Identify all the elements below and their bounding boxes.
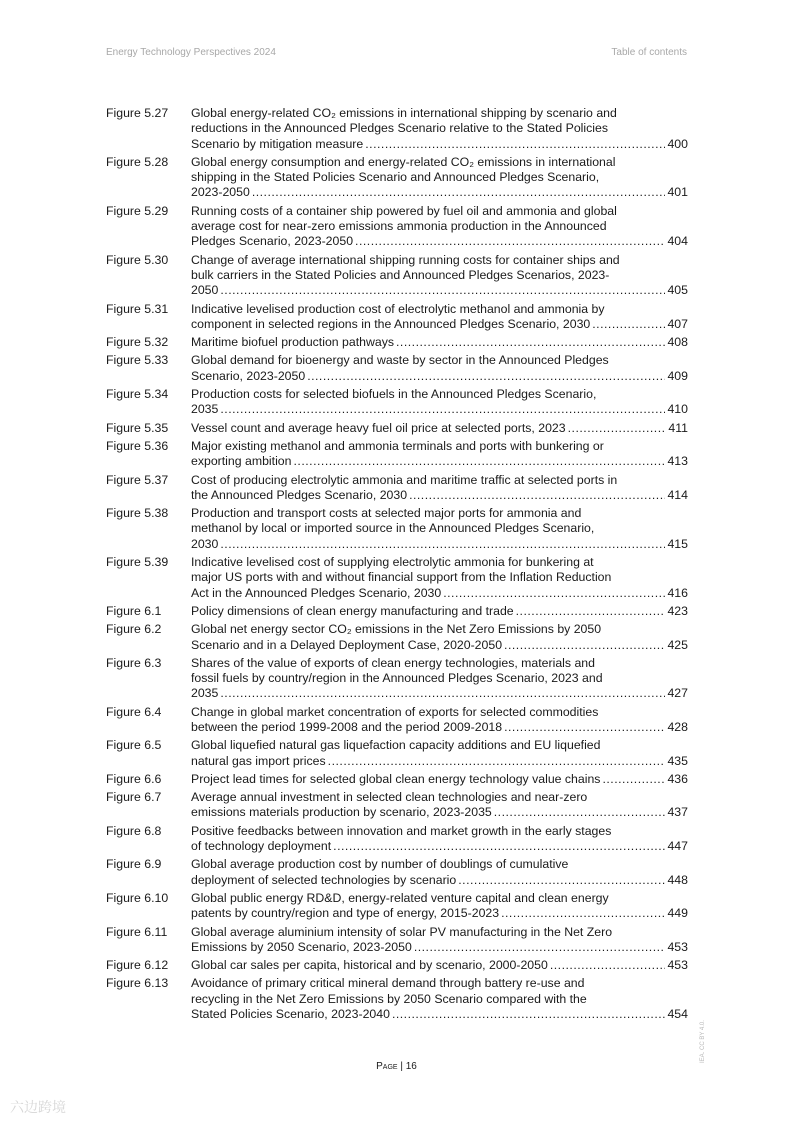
watermark: 六边跨境: [10, 1099, 66, 1115]
caption-line: Project lead times for selected global clean energy technology value chains: [191, 771, 601, 786]
caption-line: 2035: [191, 402, 219, 417]
figure-caption: [191, 155, 688, 201]
page-ref[interactable]: 436: [667, 771, 688, 786]
caption-line: emissions materials production by scenario, 2023-2035: [191, 805, 492, 820]
caption-line: Running costs of a container ship powered by fuel oil and ammonia and global: [191, 203, 617, 218]
caption-last-line: [191, 234, 688, 249]
caption-line: Scenario by mitigation measure: [191, 136, 364, 151]
page-ref[interactable]: 435: [667, 753, 688, 768]
caption-line: Global net energy sector CO₂ emissions in the Net Zero Emissions by 2050: [191, 622, 602, 637]
caption-line: Act in the Announced Pledges Scenario, 2030: [191, 585, 442, 600]
caption-last-line: [191, 488, 688, 503]
caption-last-line: [191, 454, 688, 469]
figure-number: Figure 6.5: [106, 738, 162, 753]
caption-line: Maritime biofuel production pathways: [191, 335, 395, 350]
toc-entry[interactable]: [106, 506, 688, 552]
caption-line: deployment of selected technologies by scenario: [191, 872, 457, 887]
caption-line: natural gas import prices: [191, 753, 326, 768]
page-ref[interactable]: 447: [667, 839, 688, 854]
figure-number: Figure 6.2: [106, 622, 162, 637]
page-footer: [0, 1061, 793, 1072]
toc-entry[interactable]: [106, 891, 688, 922]
caption-line: between the period 1999-2008 and the period 2009-2018: [191, 719, 503, 734]
license-note: IEA. CC BY 4.0.: [700, 1020, 706, 1063]
figure-number: Figure 5.34: [106, 387, 169, 402]
figure-caption: [191, 925, 688, 956]
dot-leader: [220, 537, 665, 552]
table-of-figures: [106, 106, 688, 1025]
figure-caption: [191, 891, 688, 922]
page-ref[interactable]: 423: [667, 603, 688, 618]
page-ref[interactable]: 448: [667, 872, 688, 887]
caption-line: Global public energy RD&D, energy-related venture capital and clean energy: [191, 890, 609, 905]
caption-line: Average annual investment in selected clean technologies and near-zero: [191, 790, 588, 805]
figure-caption: [191, 958, 688, 973]
dot-leader: [504, 638, 665, 653]
toc-entry[interactable]: [106, 958, 688, 973]
dot-leader: [550, 958, 666, 973]
caption-line: Positive feedbacks between innovation and market growth in the early stages: [191, 823, 612, 838]
caption-last-line: [191, 754, 688, 769]
caption-line: Policy dimensions of clean energy manufacturing and trade: [191, 603, 514, 618]
page-ref[interactable]: 410: [667, 402, 688, 417]
caption-line: 2050: [191, 283, 219, 298]
caption-line: of technology deployment: [191, 839, 332, 854]
figure-number: Figure 5.30: [106, 252, 169, 267]
figure-caption: [191, 387, 688, 418]
caption-line: Production costs for selected biofuels in the Announced Pledges Scenario,: [191, 387, 597, 402]
caption-last-line: [191, 283, 688, 298]
toc-entry[interactable]: [106, 772, 688, 787]
caption-last-line: [191, 686, 688, 701]
caption-line: Emissions by 2050 Scenario, 2023-2050: [191, 939, 412, 954]
figure-caption: [191, 439, 688, 470]
toc-entry[interactable]: [106, 604, 688, 619]
dot-leader: [516, 604, 666, 619]
caption-line: Global car sales per capita, historical and by scenario, 2000-2050: [191, 958, 548, 973]
figure-number: Figure 6.1: [106, 603, 162, 618]
caption-line: Major existing methanol and ammonia terminals and ports with bunkering or: [191, 438, 604, 453]
toc-entry[interactable]: [106, 155, 688, 201]
caption-line: bulk carriers in the Stated Policies and Announced Pledges Scenarios, 2023-: [191, 267, 610, 282]
toc-entry[interactable]: [106, 204, 688, 250]
figure-caption: [191, 604, 688, 619]
caption-last-line: [191, 940, 688, 955]
page-ref[interactable]: 427: [667, 686, 688, 701]
toc-entry[interactable]: [106, 925, 688, 956]
page-ref[interactable]: 405: [667, 283, 688, 298]
dot-leader: [504, 720, 665, 735]
caption-line: Global liquefied natural gas liquefaction capacity additions and EU liquefied: [191, 738, 601, 753]
caption-line: patents by country/region and type of energy, 2015-2023: [191, 906, 500, 921]
page-ref[interactable]: 449: [667, 906, 688, 921]
toc-entry[interactable]: [106, 555, 688, 601]
caption-last-line: [191, 805, 688, 820]
page-ref[interactable]: 413: [667, 454, 688, 469]
caption-line: Global average aluminium intensity of solar PV manufacturing in the Net Zero: [191, 924, 613, 939]
figure-caption: [191, 353, 688, 384]
figure-number: Figure 5.37: [106, 472, 169, 487]
page-ref[interactable]: 408: [667, 335, 688, 350]
caption-last-line: [191, 317, 688, 332]
figure-number: Figure 5.29: [106, 203, 169, 218]
caption-line: Global demand for bioenergy and waste by sector in the Announced Pledges: [191, 353, 609, 368]
figure-number: Figure 5.36: [106, 438, 169, 453]
figure-caption: [191, 253, 688, 299]
toc-entry[interactable]: [106, 302, 688, 333]
caption-last-line: [191, 638, 688, 653]
toc-entry[interactable]: [106, 387, 688, 418]
toc-entry[interactable]: [106, 253, 688, 299]
caption-line: 2030: [191, 536, 219, 551]
toc-entry[interactable]: [106, 421, 688, 436]
page-ref[interactable]: 416: [667, 585, 688, 600]
caption-line: 2035: [191, 686, 219, 701]
dot-leader: [592, 317, 665, 332]
caption-line: average cost for near-zero emissions ammonia production in the Announced: [191, 219, 607, 234]
dot-leader: [443, 586, 665, 601]
page-ref[interactable]: 454: [667, 1007, 688, 1022]
figure-number: Figure 6.3: [106, 655, 162, 670]
caption-last-line: [191, 137, 688, 152]
dot-leader: [568, 421, 667, 436]
page-ref[interactable]: 453: [667, 958, 688, 973]
dot-leader: [409, 488, 665, 503]
figure-caption: [191, 106, 688, 152]
caption-last-line: [191, 873, 688, 888]
dot-leader: [396, 335, 665, 350]
caption-line: Stated Policies Scenario, 2023-2040: [191, 1007, 390, 1022]
caption-last-line: [191, 185, 688, 200]
dot-leader: [220, 283, 665, 298]
caption-line: Global average production cost by number of doublings of cumulative: [191, 857, 569, 872]
dot-leader: [252, 185, 666, 200]
figure-number: Figure 6.4: [106, 704, 162, 719]
caption-last-line: [191, 402, 688, 417]
page-ref[interactable]: 404: [667, 234, 688, 249]
caption-line: Global energy consumption and energy-related CO₂ emissions in international: [191, 154, 616, 169]
figure-number: Figure 5.28: [106, 154, 169, 169]
figure-number: Figure 6.12: [106, 958, 169, 973]
caption-line: shipping in the Stated Policies Scenario and Announced Pledges Scenario,: [191, 170, 600, 185]
dot-leader: [355, 234, 665, 249]
page-ref[interactable]: 401: [667, 185, 688, 200]
figure-number: Figure 5.31: [106, 301, 169, 316]
dot-leader: [328, 754, 666, 769]
dot-leader: [501, 906, 665, 921]
page-ref[interactable]: 425: [667, 637, 688, 652]
caption-last-line: [191, 958, 688, 973]
caption-last-line: [191, 720, 688, 735]
caption-last-line: [191, 604, 688, 619]
caption-line: Indicative levelised production cost of electrolytic methanol and ammonia by: [191, 301, 605, 316]
page-ref[interactable]: 415: [667, 536, 688, 551]
figure-caption: [191, 772, 688, 787]
caption-line: the Announced Pledges Scenario, 2030: [191, 487, 408, 502]
caption-line: Production and transport costs at selected major ports for ammonia and: [191, 506, 582, 521]
toc-entry[interactable]: [106, 439, 688, 470]
dot-leader: [307, 369, 665, 384]
caption-last-line: [191, 369, 688, 384]
caption-line: Scenario, 2023-2050: [191, 368, 306, 383]
toc-link[interactable]: Table of contents: [611, 47, 687, 58]
caption-line: major US ports with and without financial support from the Inflation Reduction: [191, 570, 612, 585]
caption-line: Scenario and in a Delayed Deployment Case, 2020-2050: [191, 637, 503, 652]
page-ref[interactable]: 409: [667, 368, 688, 383]
figure-number: Figure 6.11: [106, 924, 168, 939]
dot-leader: [293, 454, 665, 469]
figure-number: Figure 5.35: [106, 420, 169, 435]
figure-caption: [191, 976, 688, 1022]
page-ref[interactable]: 407: [667, 316, 688, 331]
figure-caption: [191, 656, 688, 702]
figure-number: Figure 6.10: [106, 890, 169, 905]
page-separator: |: [400, 1061, 403, 1072]
caption-line: reductions in the Announced Pledges Scenario relative to the Stated Policies: [191, 121, 608, 136]
figure-number: Figure 5.33: [106, 353, 169, 368]
dot-leader: [220, 686, 665, 701]
figure-number: Figure 5.27: [106, 106, 169, 120]
figure-number: Figure 5.38: [106, 506, 169, 521]
toc-entry[interactable]: [106, 656, 688, 702]
caption-last-line: [191, 335, 688, 350]
caption-line: Vessel count and average heavy fuel oil price at selected ports, 2023: [191, 420, 566, 435]
caption-last-line: [191, 537, 688, 552]
toc-entry[interactable]: [106, 824, 688, 855]
caption-line: Indicative levelised cost of supplying electrolytic ammonia for bunkering at: [191, 555, 594, 570]
figure-caption: [191, 506, 688, 552]
dot-leader: [602, 772, 665, 787]
caption-line: methanol by local or imported source in the Announced Pledges Scenario,: [191, 521, 595, 536]
caption-line: Shares of the value of exports of clean energy technologies, materials and: [191, 655, 595, 670]
toc-entry[interactable]: [106, 473, 688, 504]
figure-caption: [191, 824, 688, 855]
caption-line: 2023-2050: [191, 185, 250, 200]
figure-number: Figure 6.6: [106, 771, 162, 786]
caption-line: Avoidance of primary critical mineral demand through battery re-use and: [191, 976, 585, 991]
page-number: 16: [405, 1061, 417, 1072]
figure-caption: [191, 857, 688, 888]
caption-last-line: [191, 421, 688, 436]
figure-caption: [191, 738, 688, 769]
figure-caption: [191, 555, 688, 601]
toc-entry[interactable]: [106, 353, 688, 384]
caption-line: exporting ambition: [191, 454, 292, 469]
dot-leader: [365, 137, 665, 152]
toc-entry[interactable]: [106, 106, 688, 152]
caption-last-line: [191, 772, 688, 787]
caption-last-line: [191, 839, 688, 854]
toc-entry[interactable]: [106, 976, 688, 1022]
figure-caption: [191, 622, 688, 653]
header-title: Energy Technology Perspectives 2024: [106, 47, 276, 58]
caption-last-line: [191, 906, 688, 921]
toc-entry[interactable]: [106, 857, 688, 888]
caption-last-line: [191, 1007, 688, 1022]
figure-caption: [191, 204, 688, 250]
caption-line: Change in global market concentration of exports for selected commodities: [191, 704, 599, 719]
toc-entry[interactable]: [106, 622, 688, 653]
caption-line: recycling in the Net Zero Emissions by 2050 Scenario compared with the: [191, 991, 587, 1006]
caption-line: fossil fuels by country/region in the Announced Pledges Scenario, 2023 and: [191, 671, 603, 686]
page-ref[interactable]: 453: [667, 939, 688, 954]
dot-leader: [458, 873, 665, 888]
caption-line: Change of average international shipping running costs for container ships and: [191, 252, 620, 267]
figure-number: Figure 6.8: [106, 823, 162, 838]
page-ref[interactable]: 437: [667, 805, 688, 820]
dot-leader: [333, 839, 665, 854]
caption-line: Global energy-related CO₂ emissions in international shipping by scenario and: [191, 106, 617, 120]
figure-number: Figure 5.32: [106, 335, 169, 350]
caption-line: Pledges Scenario, 2023-2050: [191, 234, 354, 249]
figure-caption: [191, 421, 688, 436]
figure-caption: [191, 335, 688, 350]
dot-leader: [414, 940, 666, 955]
page-ref[interactable]: 411: [668, 420, 688, 435]
dot-leader: [392, 1007, 666, 1022]
toc-entry[interactable]: [106, 335, 688, 350]
figure-number: Figure 5.39: [106, 555, 169, 570]
page-ref[interactable]: 414: [667, 487, 688, 502]
figure-number: Figure 6.9: [106, 857, 162, 872]
figure-caption: [191, 302, 688, 333]
figure-number: Figure 6.13: [106, 976, 169, 991]
figure-caption: [191, 705, 688, 736]
caption-last-line: [191, 586, 688, 601]
figure-caption: [191, 473, 688, 504]
caption-line: Cost of producing electrolytic ammonia and maritime traffic at selected ports in: [191, 472, 618, 487]
toc-entry[interactable]: [106, 705, 688, 736]
page-ref[interactable]: 428: [667, 719, 688, 734]
figure-caption: [191, 790, 688, 821]
toc-entry[interactable]: [106, 790, 688, 821]
page-label: Page: [376, 1061, 398, 1072]
figure-number: Figure 6.7: [106, 790, 162, 805]
dot-leader: [220, 402, 665, 417]
dot-leader: [494, 805, 666, 820]
caption-line: component in selected regions in the Announced Pledges Scenario, 2030: [191, 316, 591, 331]
toc-entry[interactable]: [106, 738, 688, 769]
page-ref[interactable]: 400: [667, 136, 688, 151]
